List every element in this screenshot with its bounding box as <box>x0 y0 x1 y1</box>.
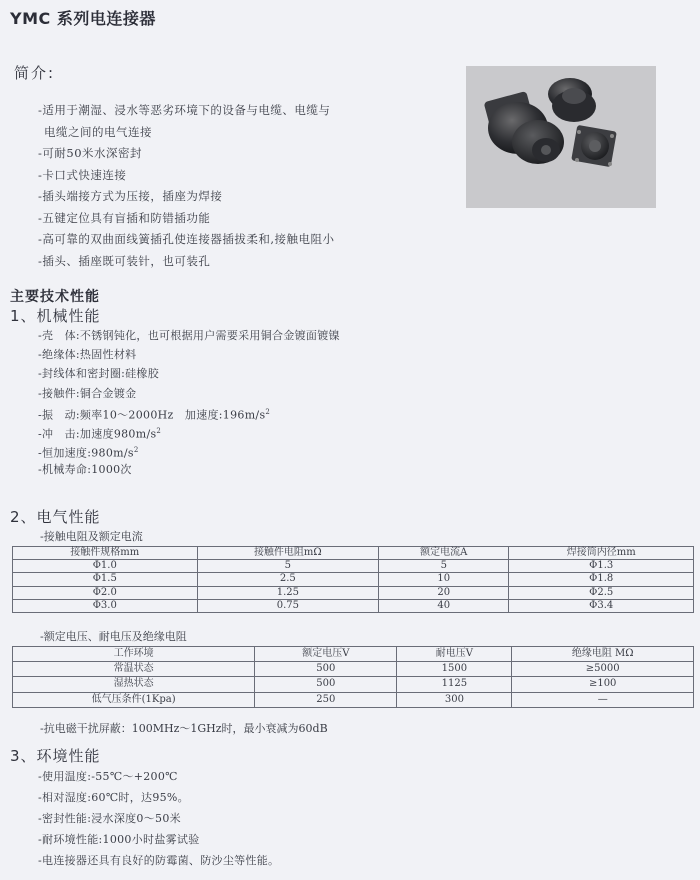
table-cell: 2.5 <box>197 573 379 586</box>
table-cell: 500 <box>255 677 397 692</box>
table-cell: Φ3.4 <box>509 599 694 612</box>
intro-item: -高可靠的双曲面线簧插孔使连接器插拔柔和,接触电阻小 <box>38 232 335 246</box>
table-cell: Φ3.0 <box>13 599 198 612</box>
table-cell: 常温状态 <box>13 662 255 677</box>
environmental-item: -密封性能:浸水深度0～50米 <box>38 812 181 825</box>
table-cell: ≥100 <box>512 677 694 692</box>
table-cell: 湿热状态 <box>13 677 255 692</box>
mechanical-item: -振 动:频率10～2000Hz 加速度$:196m/s^2$ <box>38 407 271 422</box>
intro-item: 电缆之间的电气连接 <box>44 124 152 139</box>
table-cell: 40 <box>379 599 509 612</box>
table-cell: 0.75 <box>197 599 379 612</box>
table-row <box>13 677 694 692</box>
table-cell: ≥5000 <box>512 662 694 677</box>
connector-photo-icon <box>466 66 656 208</box>
table-header-cell: 接触件电阻mΩ <box>197 547 379 560</box>
intro-list <box>38 100 438 272</box>
table-header-cell: 接触件规格mm <box>13 547 198 560</box>
table-header-cell: 耐电压V <box>397 647 512 662</box>
table2-label: -额定电压、耐电压及绝缘电阻 <box>40 630 187 643</box>
mechanical-list <box>38 326 340 480</box>
intro-item: -卡口式快速连接 <box>38 167 127 182</box>
main-specs-heading: 主要技术性能 <box>10 289 100 305</box>
emi-shielding-text: -抗电磁干扰屏蔽：100MHz～1GHz时，最小衰减为60dB <box>40 722 328 735</box>
table-cell: 5 <box>379 560 509 573</box>
table-cell: 20 <box>379 586 509 599</box>
table-cell: 10 <box>379 573 509 586</box>
mechanical-item: -冲 击:加速度$980m/s^2$ <box>38 426 162 441</box>
table-header-cell: 焊接筒内径mm <box>509 547 694 560</box>
connector-photo <box>466 66 656 208</box>
superscript: 2 <box>133 446 139 455</box>
intro-heading: 简介: <box>14 64 56 82</box>
mechanical-item: -封线体和密封圈:硅橡胶 <box>38 367 160 381</box>
table-row <box>13 586 694 599</box>
table-header-row <box>13 547 694 560</box>
contact-resistance-table <box>12 546 694 613</box>
mechanical-item: -壳 体:不锈钢钝化，也可根据用户需要采用铜合金镀面镀镍 <box>38 329 340 342</box>
table-cell: Φ1.5 <box>13 573 198 586</box>
superscript: 2 <box>265 407 271 416</box>
table-cell: 1.25 <box>197 586 379 599</box>
environmental-list <box>38 766 279 871</box>
mechanical-item: -绝缘体:热固性材料 <box>38 348 137 362</box>
intro-item: -插头端接方式为压接，插座为焊接 <box>38 189 223 203</box>
mechanical-item: -接触件:铜合金镀金 <box>38 386 137 400</box>
intro-item: -可耐50米水深密封 <box>38 146 143 160</box>
table-cell: Φ1.0 <box>13 560 198 573</box>
superscript: 2 <box>156 426 162 435</box>
intro-item: -五键定位具有盲插和防错插功能 <box>38 210 211 225</box>
table-cell: 250 <box>255 692 397 707</box>
environmental-item: -相对湿度:60℃时，达95%。 <box>38 791 189 804</box>
page-title: YMC 系列电连接器 <box>10 9 156 28</box>
table-cell: 300 <box>397 692 512 707</box>
table-header-cell: 绝缘电阻 MΩ <box>512 647 694 662</box>
table-header-cell: 工作环境 <box>13 647 255 662</box>
table-row <box>13 662 694 677</box>
electrical-heading: 2、电气性能 <box>10 508 101 526</box>
table-row <box>13 560 694 573</box>
intro-item: -适用于潮湿、浸水等恶劣环境下的设备与电缆、电缆与 <box>38 103 331 117</box>
mechanical-heading: 1、机械性能 <box>10 307 101 325</box>
table-cell: Φ1.3 <box>509 560 694 573</box>
table1-label: -接触电阻及额定电流 <box>40 530 143 543</box>
environmental-item: -使用温度:-55℃～+200℃ <box>38 770 178 783</box>
table-cell: Φ1.8 <box>509 573 694 586</box>
environmental-item: -耐环境性能:1000小时盐雾试验 <box>38 833 200 846</box>
table-cell: Φ2.0 <box>13 586 198 599</box>
mechanical-item: -机械寿命:1000次 <box>38 463 132 477</box>
table-cell: — <box>512 692 694 707</box>
table-cell: 1125 <box>397 677 512 692</box>
table-cell: 1500 <box>397 662 512 677</box>
environmental-item: -电连接器还具有良好的防霉菌、防沙尘等性能。 <box>38 854 280 867</box>
table-row <box>13 573 694 586</box>
table-cell: 5 <box>197 560 379 573</box>
table-cell: 500 <box>255 662 397 677</box>
mechanical-item: -恒加速度$:980m/s^2$ <box>38 446 139 460</box>
voltage-insulation-table <box>12 646 694 708</box>
table-row <box>13 692 694 707</box>
table-cell: Φ2.5 <box>509 586 694 599</box>
table-header-cell: 额定电压V <box>255 647 397 662</box>
environmental-heading: 3、环境性能 <box>10 747 101 765</box>
table-row <box>13 599 694 612</box>
table-cell: 低气压条件(1Kpa) <box>13 692 255 707</box>
table-header-cell: 额定电流A <box>379 547 509 560</box>
intro-item: -插头、插座既可装针，也可装孔 <box>38 253 211 268</box>
table-header-row <box>13 647 694 662</box>
